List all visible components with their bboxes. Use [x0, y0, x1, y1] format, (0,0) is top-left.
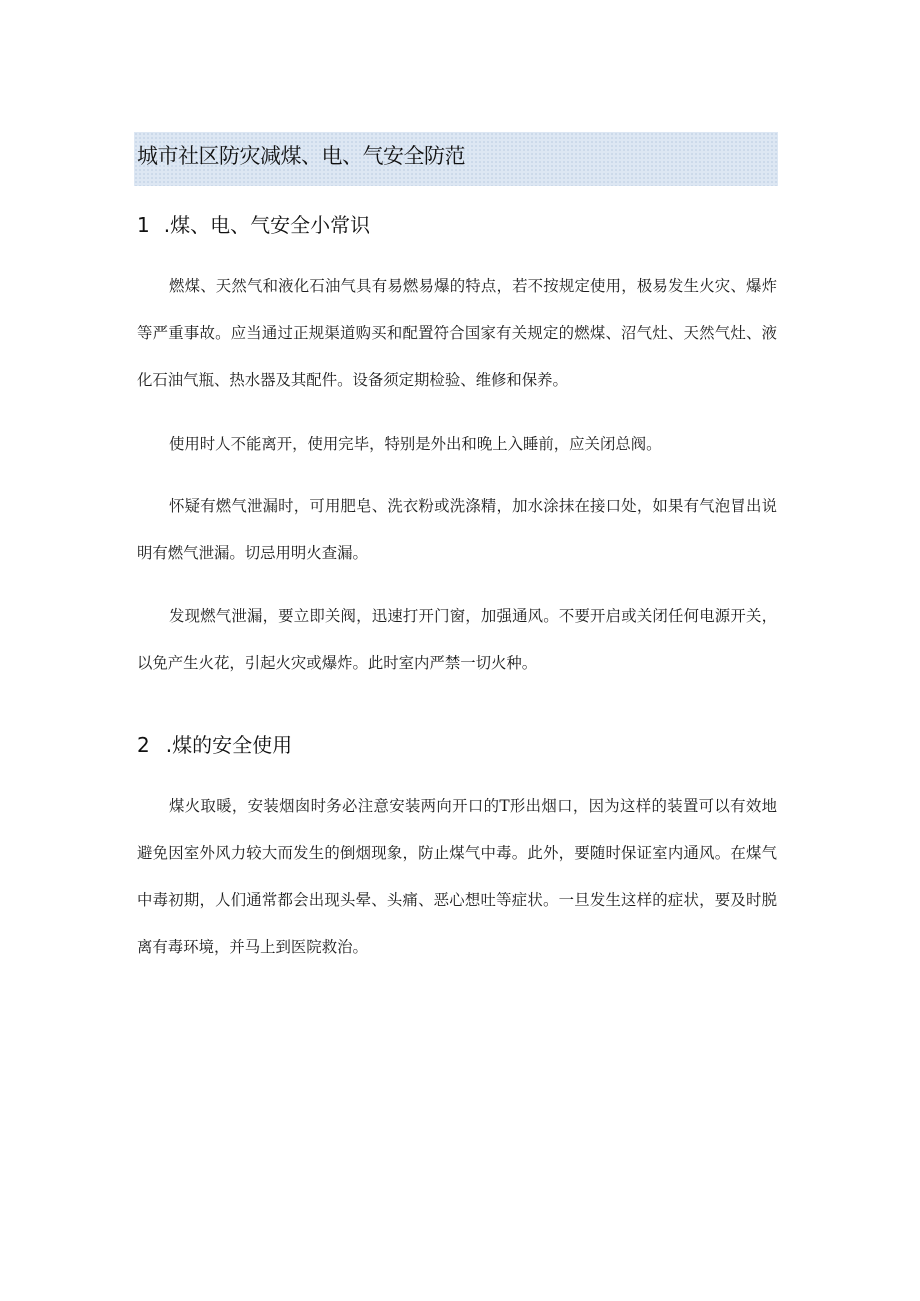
section-heading-1: [137, 210, 370, 240]
paragraph: 怀疑有燃气泄漏时，可用肥皂、洗衣粉或洗涤精，加水涂抹在接口处，如果有气泡冒出说明有燃气泄漏。切忌用明火查漏。: [137, 497, 777, 562]
paragraph: 发现燃气泄漏，要立即关阀，迅速打开门窗，加强通风。不要开启或关闭任何电源开关，以免产生火花，引起火灾或爆炸。此时室内严禁一切火种。: [137, 607, 777, 672]
section-heading-2: [137, 730, 292, 760]
paragraph: 燃煤、天然气和液化石油气具有易燃易爆的特点，若不按规定使用，极易发生火灾、爆炸等严重事故。应当通过正规渠道购买和配置符合国家有关规定的燃煤、沼气灶、天然气灶、液化石油气瓶、热水器及其配件。设备须定期检验、维修和保养。: [137, 277, 777, 389]
section-heading-text: .煤、电、气安全小常识: [163, 213, 371, 237]
paragraph: 煤火取暖，安装烟囱时务必注意安装两向开口的T形出烟口，因为这样的装置可以有效地避免因室外风力较大而发生的倒烟现象，防止煤气中毒。此外，要随时保证室内通风。在煤气中毒初期，人们通常都会出现头晕、头痛、恶心想吐等症状。一旦发生这样的症状，要及时脱离有毒环境，并马上到医院救治。: [137, 797, 777, 956]
section-number: 2: [137, 733, 150, 757]
section-heading-text: .煤的安全使用: [165, 733, 293, 757]
document-title: 城市社区防灾减煤、电、气安全防范: [137, 144, 465, 168]
section-number: 1: [137, 213, 150, 237]
paragraph: 使用时人不能离开，使用完毕，特别是外出和晚上入睡前，应关闭总阀。: [169, 435, 662, 453]
